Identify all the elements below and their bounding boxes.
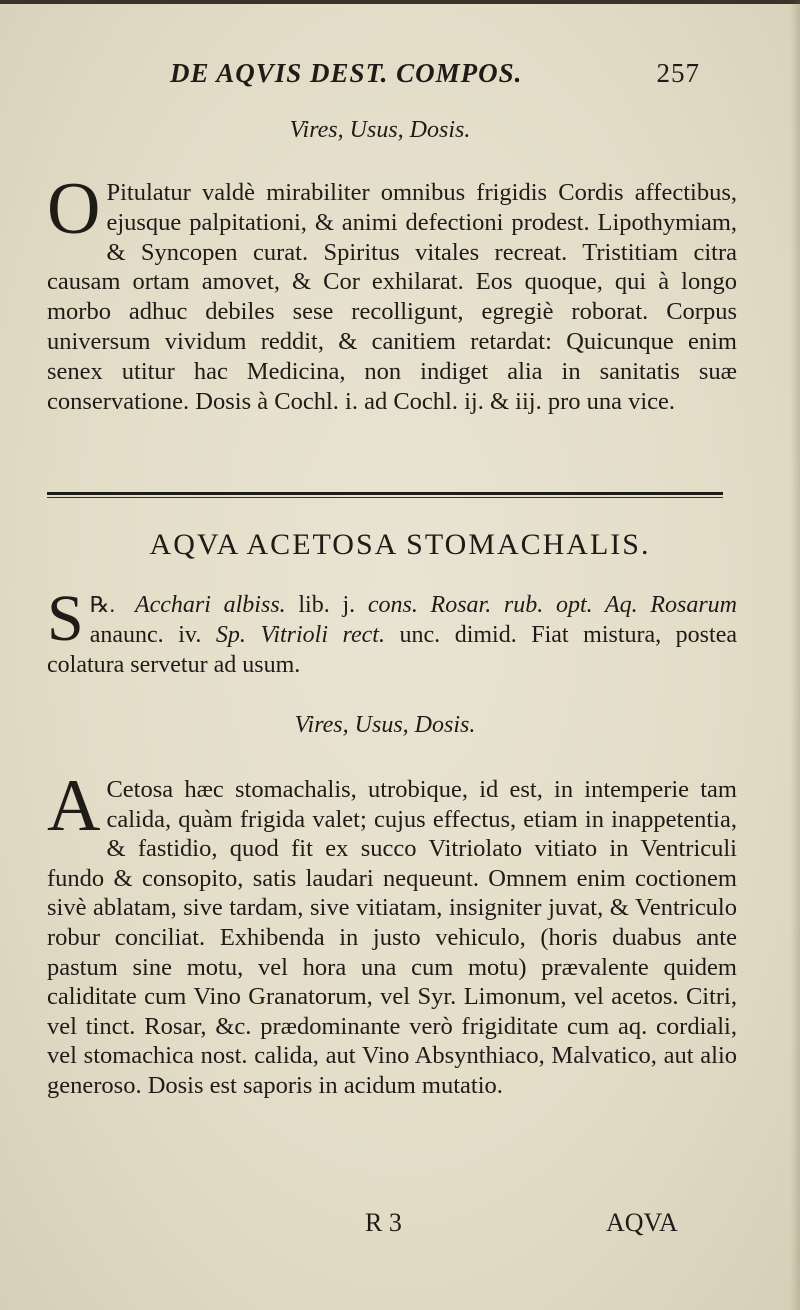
section3-subheading: Vires, Usus, Dosis. xyxy=(294,712,476,738)
recipe-paragraph xyxy=(47,582,737,680)
ingredient-vitriol: Sp. Vitrioli rect. xyxy=(215,621,385,648)
page-footer xyxy=(0,1208,800,1244)
recipe-symbol: ℞. xyxy=(89,592,115,617)
ingredient-rose: cons. Rosar. rub. opt. Aq. Rosarum xyxy=(367,592,737,618)
ingredient-amount-2: anaunc. iv. xyxy=(89,621,216,648)
section1-subheading: Vires, Usus, Dosis. xyxy=(289,117,471,143)
section3-dropcap: A xyxy=(47,765,101,847)
section1-dropcap: O xyxy=(47,168,101,250)
catchword: AQVA xyxy=(606,1208,678,1237)
section-divider-rule xyxy=(47,492,723,495)
page-number: 257 xyxy=(656,58,700,88)
recipe-heading: AQVA ACETOSA STOMACHALIS. xyxy=(149,528,651,561)
section3-text: Cetosa hæc stomachalis, utrobique, id est, in intemperie tam calida, quàm frigida valet; cujus effectus, etiam in inappetentia, & fastidio, quod fit ex succo Vitriolato vitiato in Ventriculi fundo & consopito, satis laudari nequeunt. Omnem enim coctionem sivè ablatam, sive tardam, sive vitiatam, insigniter juvat, & Ventriculo robur conciliat. Exhibenda in justo vehiculo, (horis duabus ante pastum sine motu, vel hora una cum motu) prævalente quidem caliditate cum Vino Granatorum, vel Syr. Limonum, vel acetos. Citri, vel tinct. Rosar, &c. prædominante verò frigiditate cum aq. cordiali, vel stomachica nost. calida, aut Vino Absynthiaco, Malvatico, aut alio generoso. Dosis est saporis in acidum mutatio. xyxy=(47,776,737,1099)
section1-text: Pitulatur valdè mirabiliter omnibus frigidis Cordis affectibus, ejusque palpitationi, & animi defectioni prodest. Lipothymiam, & Syncopen curat. Spiritus vitales recreat. Tristitiam citra causam ortam amovet, & Cor exhilarat. Eos quoque, qui à longo morbo adhuc debiles sese recolligunt, egregiè roborat. Corpus universum vividum reddit, & canitiem retardat: Quicunque enim senex utitur hac Medicina, non indiget alia in sanitatis suæ conservatione. Dosis à Cochl. i. ad Cochl. ij. & iij. pro una vice. xyxy=(47,179,737,415)
section3-paragraph xyxy=(47,765,737,1101)
section1-paragraph xyxy=(47,168,737,416)
running-head xyxy=(170,58,730,98)
ingredient-amount-1: lib. j. xyxy=(285,592,368,618)
page-edge-shadow xyxy=(790,0,800,1310)
ingredient-amount-3: unc. dimid. Fiat mistura, postea colatura servetur ad usum. xyxy=(47,621,737,678)
running-head-title: DE AQVIS DEST. COMPOS. xyxy=(170,58,523,88)
top-border xyxy=(0,0,800,4)
signature-mark: R 3 xyxy=(365,1208,402,1237)
recipe-dropcap: S xyxy=(47,582,84,655)
section-divider-rule-thin xyxy=(47,497,723,498)
ingredient-sugar: Acchari albiss. xyxy=(134,592,286,618)
